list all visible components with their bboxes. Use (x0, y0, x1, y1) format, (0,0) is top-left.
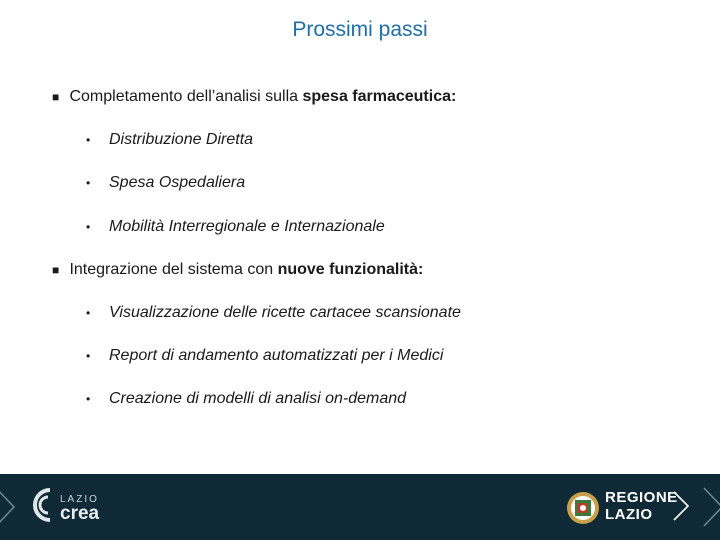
round-bullet-icon: • (86, 133, 91, 147)
regione-logo-line2: LAZIO (605, 506, 653, 523)
list-item (86, 131, 253, 149)
round-bullet-icon: • (86, 392, 91, 406)
section-1-heading (52, 88, 456, 106)
square-bullet-icon: ■ (52, 90, 60, 104)
section-2-bold: nuove funzionalità: (277, 261, 424, 278)
square-bullet-icon: ■ (52, 263, 60, 277)
laziocrea-logo-line1: LAZIO (60, 494, 99, 505)
section-2-heading (52, 261, 423, 279)
list-item-text: Distribuzione Diretta (109, 131, 254, 148)
list-item-text: Report di andamento automatizzati per i Medici (109, 347, 444, 364)
round-bullet-icon: • (86, 349, 91, 363)
regione-lazio-crest-icon (566, 490, 600, 526)
list-item-text: Spesa Ospedaliera (109, 174, 246, 191)
section-1-text: Completamento dell’analisi sulla (69, 88, 303, 105)
chevron-decoration-icon (700, 474, 720, 540)
round-bullet-icon: • (86, 176, 91, 190)
round-bullet-icon: • (86, 306, 91, 320)
list-item (86, 390, 406, 408)
section-1-bold: spesa farmaceutica: (302, 88, 457, 105)
regione-logo-line1: REGIONE (605, 489, 678, 506)
list-item-text: Creazione di modelli di analisi on-demand (109, 390, 407, 407)
laziocrea-logo-line2: crea (60, 503, 100, 524)
laziocrea-logo-icon (28, 484, 62, 526)
round-bullet-icon: • (86, 220, 91, 234)
list-item (86, 174, 245, 192)
slide-title: Prossimi passi (292, 18, 428, 41)
list-item-text: Visualizzazione delle ricette cartacee scansionate (109, 304, 461, 321)
list-item (86, 304, 461, 322)
list-item-text: Mobilità Interregionale e Internazionale (109, 218, 385, 235)
list-item (86, 218, 385, 236)
regione-chevron-icon (672, 490, 692, 526)
section-2-text: Integrazione del sistema con (69, 261, 278, 278)
list-item (86, 347, 443, 365)
